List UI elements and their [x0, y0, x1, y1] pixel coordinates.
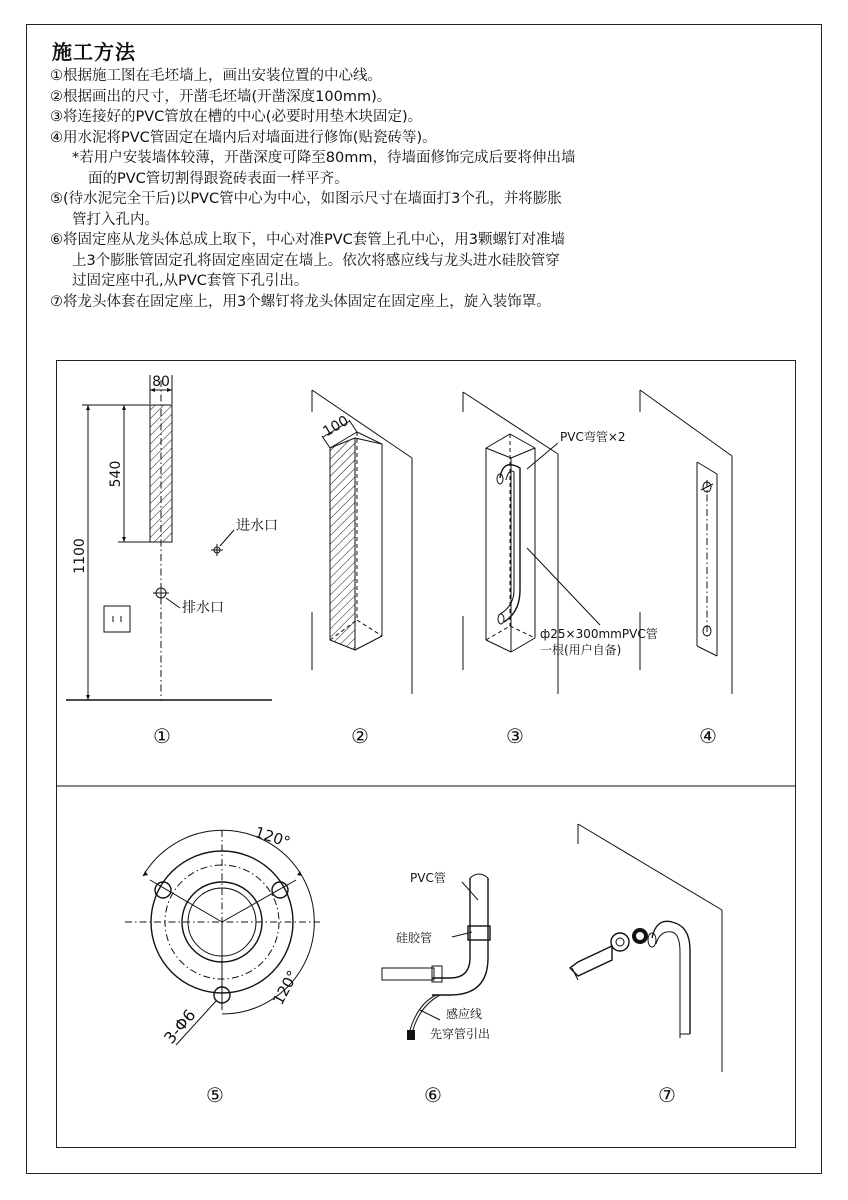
figure-2 [312, 390, 412, 748]
figure-3-number: ③ [506, 724, 524, 748]
figure-5 [125, 823, 320, 1107]
dim-total-label: 1100 [72, 538, 88, 574]
step-text: 根据施工图在毛坯墙上，画出安装位置的中心线。 [63, 68, 382, 84]
wall-edge-top [640, 390, 732, 456]
faucet-body [570, 946, 612, 976]
dim-depth-label: 100 [320, 412, 352, 441]
silicone-tube [432, 878, 470, 978]
step-number: ② [50, 88, 63, 105]
step-text: 用水泥将PVC管固定在墙内后对墙面进行修饰(贴瓷砖等)。 [63, 129, 437, 146]
sensor-label-1: 感应线 [446, 1007, 483, 1021]
step-text: 将连接好的PVC管放在槽的中心(必要时用垫木块固定)。 [63, 109, 423, 125]
figure-3 [463, 392, 658, 748]
decorative-cover [611, 933, 629, 951]
slot-side-hatched [330, 438, 355, 650]
angle-top-label: 120° [252, 823, 293, 852]
silicone-label: 硅胶管 [396, 931, 433, 945]
step-text: 根据画出的尺寸，开凿毛坯墙(开凿深度100mm)。 [63, 88, 392, 105]
figure-1 [66, 374, 278, 748]
inlet-hose [382, 968, 434, 980]
figure-5-number: ⑤ [206, 1083, 224, 1107]
figure-4 [640, 390, 732, 748]
step-6-cont-1: 上3个膨胀管固定孔将固定座固定在墙上。依次将感应线与龙头进水硅胶管穿 [72, 252, 560, 269]
sensor-plug [407, 1030, 415, 1040]
angle-arc-right [222, 876, 314, 1014]
dim-width-label: 80 [152, 374, 170, 390]
pvc-label: PVC管 [410, 871, 446, 885]
figure-6-number: ⑥ [424, 1083, 442, 1107]
figure-2-number: ② [351, 724, 369, 748]
page-title: 施工方法 [52, 40, 136, 64]
step-number: ④ [50, 129, 63, 146]
step-number: ⑤ [50, 191, 63, 207]
angle-right-label: 120° [269, 967, 303, 1008]
inlet-label: 进水口 [236, 518, 278, 534]
step-number: ① [50, 68, 63, 84]
figure-7 [570, 824, 722, 1107]
figure-4-number: ④ [699, 724, 717, 748]
figure-6 [382, 871, 490, 1107]
pipe-label-1: ф25×300mmPVC管 [540, 627, 658, 641]
step-number: ⑥ [50, 232, 63, 248]
sensor-label-2: 先穿管引出 [430, 1027, 491, 1041]
step-text: 将固定座从龙头体总成上取下，中心对准PVC套管上孔中心，用3颗螺钉对准墙 [63, 232, 566, 248]
sensor-wire [413, 995, 440, 1030]
figure-1-number: ① [153, 724, 171, 748]
step-text: (待水泥完全干后)以PVC管中心为中心，如图示尺寸在墙面打3个孔，并将膨胀 [63, 191, 562, 207]
pipe-label-2: 一根(用户自备) [540, 643, 622, 657]
step-6-cont-2: 过固定座中孔,从PVC套管下孔引出。 [72, 273, 309, 289]
pvc-elbow [652, 921, 690, 1034]
step-number: ⑦ [50, 293, 63, 310]
socket-box [104, 606, 130, 632]
step-5-cont: 管打入孔内。 [72, 211, 159, 228]
pvc-collar [468, 926, 490, 940]
mounting-hole-1 [155, 882, 171, 898]
drain-label: 排水口 [182, 600, 224, 616]
elbow-label: PVC弯管×2 [560, 430, 626, 444]
figure-7-number: ⑦ [658, 1083, 676, 1107]
step-text: 将龙头体套在固定座上，用3个螺钉将龙头体固定在固定座上，旋入装饰罩。 [63, 293, 551, 310]
wall-edge-top [578, 824, 722, 910]
dim-slot-label: 540 [108, 460, 124, 488]
note-line-2: 面的PVC管切割得跟瓷砖表面一样平齐。 [88, 170, 349, 187]
holes-label: 3-Φ6 [160, 1005, 200, 1048]
note-line-1: *若用户安装墙体较薄，开凿深度可降至80mm，待墙面修饰完成后要将伸出墙 [72, 150, 576, 166]
step-number: ③ [50, 109, 63, 125]
